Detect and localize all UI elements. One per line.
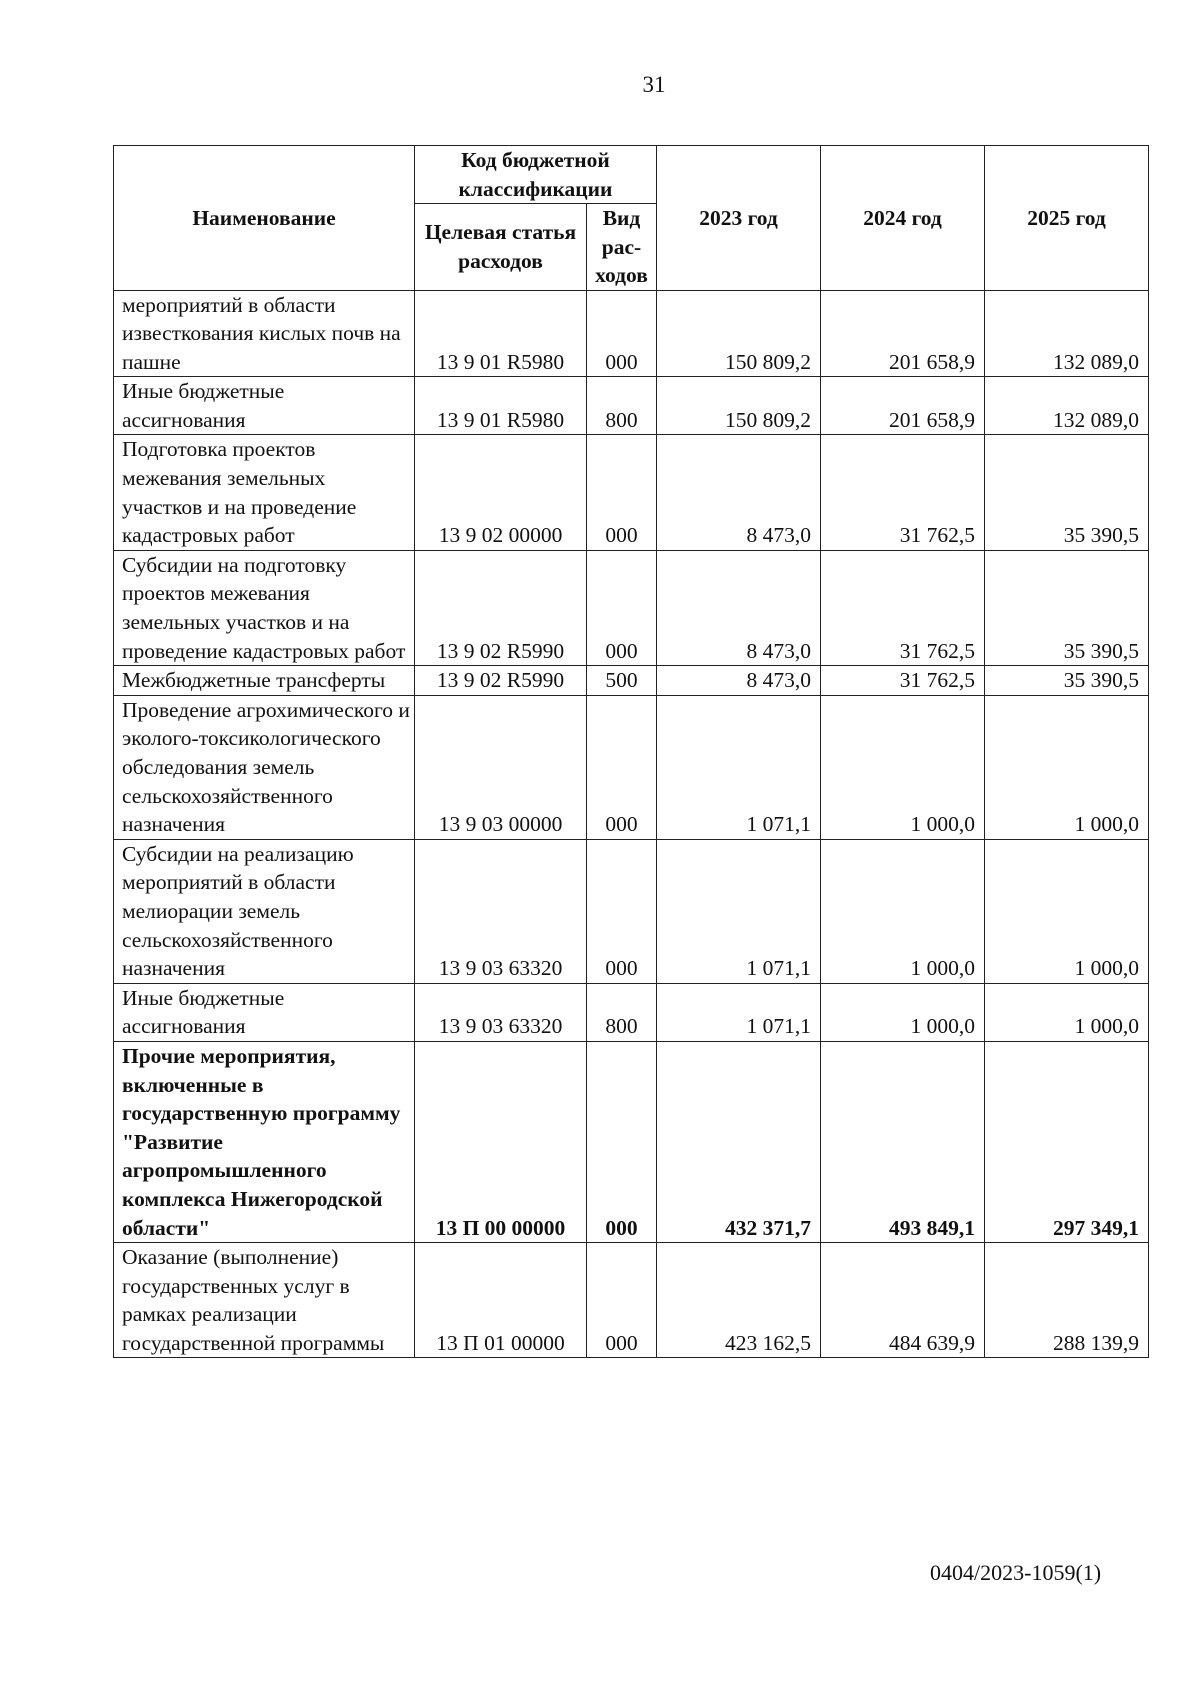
table-row	[114, 377, 1149, 435]
table-row	[114, 550, 1149, 665]
row-value-2024: 484 639,9	[821, 1243, 985, 1358]
row-code: 13 9 02 R5990	[415, 666, 587, 696]
table-row-bold	[114, 1041, 1149, 1242]
row-code: 13 9 01 R5980	[415, 377, 587, 435]
table-row	[114, 983, 1149, 1041]
header-year-2025: 2025 год	[985, 146, 1149, 291]
row-value-2025: 35 390,5	[985, 666, 1149, 696]
row-value-2023: 150 809,2	[657, 290, 821, 377]
header-code-group: Код бюджетной классификации	[415, 146, 657, 204]
row-code: 13 9 02 00000	[415, 435, 587, 550]
row-code: 13 9 03 00000	[415, 695, 587, 839]
row-kind: 000	[587, 839, 657, 983]
row-name: Оказание (выполнение) государственных услуг в рамках реализации государственной программы	[114, 1243, 415, 1358]
row-value-2024: 31 762,5	[821, 666, 985, 696]
row-kind: 000	[587, 435, 657, 550]
row-name: Субсидии на подготовку проектов межевания земельных участков и на проведение кадастровых работ	[114, 550, 415, 665]
row-kind: 800	[587, 377, 657, 435]
row-value-2023: 423 162,5	[657, 1243, 821, 1358]
row-value-2025: 132 089,0	[985, 377, 1149, 435]
row-value-2025: 297 349,1	[985, 1041, 1149, 1242]
row-value-2023: 8 473,0	[657, 435, 821, 550]
row-kind: 800	[587, 983, 657, 1041]
row-value-2025: 288 139,9	[985, 1243, 1149, 1358]
row-value-2024: 1 000,0	[821, 983, 985, 1041]
row-kind: 000	[587, 695, 657, 839]
row-kind: 000	[587, 1243, 657, 1358]
row-name: Прочие мероприятия, включенные в государственную программу "Развитие агропромышленного комплекса Нижегородской области"	[114, 1041, 415, 1242]
table-row	[114, 290, 1149, 377]
table-row	[114, 435, 1149, 550]
row-value-2025: 1 000,0	[985, 839, 1149, 983]
page-number: 31	[642, 72, 666, 97]
row-kind: 000	[587, 550, 657, 665]
budget-table	[113, 145, 1149, 1358]
row-value-2025: 35 390,5	[985, 550, 1149, 665]
row-code: 13 П 01 00000	[415, 1243, 587, 1358]
row-value-2023: 8 473,0	[657, 550, 821, 665]
row-value-2025: 132 089,0	[985, 290, 1149, 377]
row-value-2025: 1 000,0	[985, 695, 1149, 839]
table-row	[114, 1243, 1149, 1358]
row-kind: 000	[587, 290, 657, 377]
row-value-2024: 1 000,0	[821, 695, 985, 839]
row-kind: 000	[587, 1041, 657, 1242]
row-value-2023: 150 809,2	[657, 377, 821, 435]
row-value-2025: 1 000,0	[985, 983, 1149, 1041]
row-name: мероприятий в области известкования кислых почв на пашне	[114, 290, 415, 377]
row-value-2024: 201 658,9	[821, 290, 985, 377]
row-code: 13 9 03 63320	[415, 983, 587, 1041]
row-name: Иные бюджетные ассигнования	[114, 377, 415, 435]
table-row	[114, 839, 1149, 983]
header-year-2024: 2024 год	[821, 146, 985, 291]
row-name: Субсидии на реализацию мероприятий в области мелиорации земель сельскохозяйственного назначения	[114, 839, 415, 983]
row-name: Проведение агрохимического и эколого-токсикологического обследования земель сельскохозяйственного назначения	[114, 695, 415, 839]
row-value-2024: 31 762,5	[821, 435, 985, 550]
row-code: 13 9 03 63320	[415, 839, 587, 983]
row-value-2023: 1 071,1	[657, 695, 821, 839]
row-code: 13 9 02 R5990	[415, 550, 587, 665]
header-target-article: Целевая статья расходов	[415, 204, 587, 291]
row-name: Иные бюджетные ассигнования	[114, 983, 415, 1041]
row-value-2024: 31 762,5	[821, 550, 985, 665]
row-code: 13 9 01 R5980	[415, 290, 587, 377]
row-value-2023: 432 371,7	[657, 1041, 821, 1242]
row-kind: 500	[587, 666, 657, 696]
row-value-2024: 201 658,9	[821, 377, 985, 435]
row-code: 13 П 00 00000	[415, 1041, 587, 1242]
header-expense-kind: Вид рас-ходов	[587, 204, 657, 291]
row-value-2025: 35 390,5	[985, 435, 1149, 550]
row-name: Межбюджетные трансферты	[114, 666, 415, 696]
table-row	[114, 695, 1149, 839]
row-value-2023: 1 071,1	[657, 839, 821, 983]
table-row	[114, 666, 1149, 696]
header-name: Наименование	[114, 146, 415, 291]
row-value-2024: 493 849,1	[821, 1041, 985, 1242]
row-value-2024: 1 000,0	[821, 839, 985, 983]
row-name: Подготовка проектов межевания земельных участков и на проведение кадастровых работ	[114, 435, 415, 550]
document-number: 0404/2023-1059(1)	[930, 1560, 1102, 1585]
row-value-2023: 1 071,1	[657, 983, 821, 1041]
row-value-2023: 8 473,0	[657, 666, 821, 696]
header-year-2023: 2023 год	[657, 146, 821, 291]
